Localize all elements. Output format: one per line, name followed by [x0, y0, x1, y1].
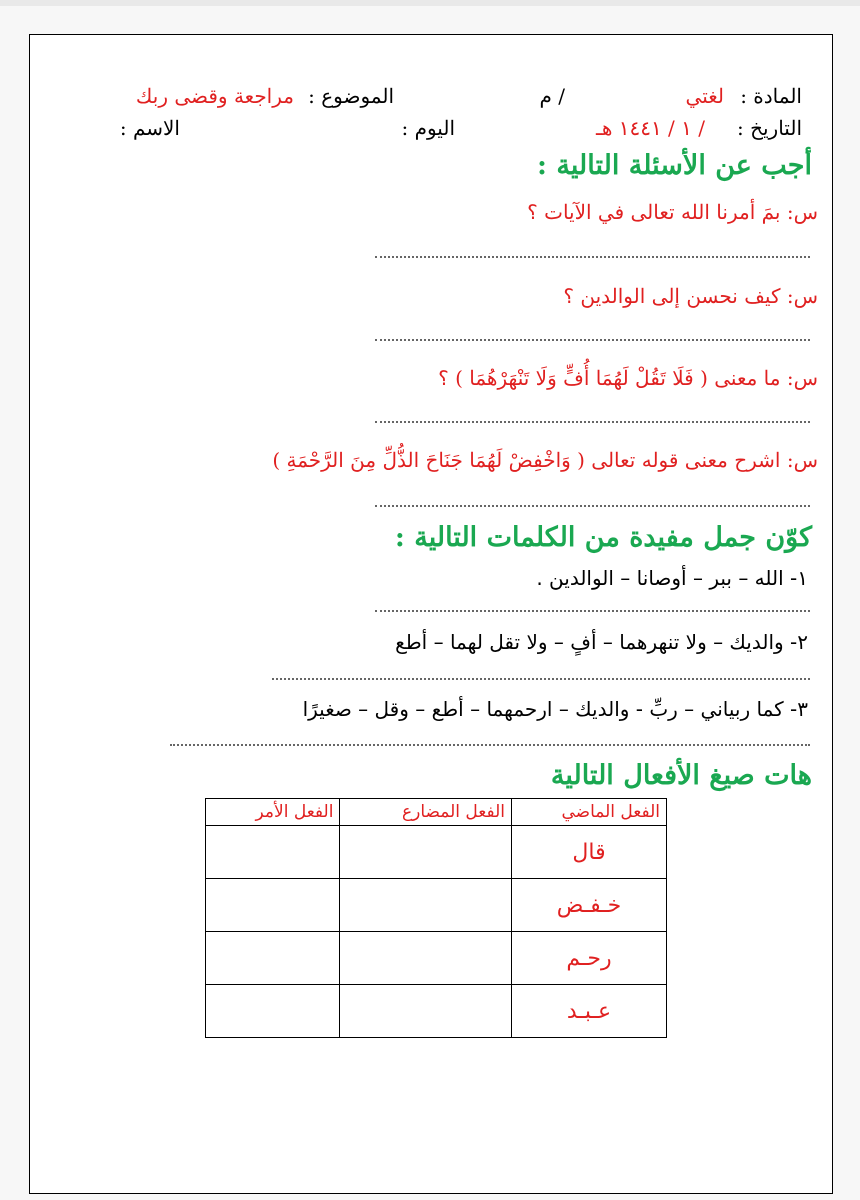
section2-title: كوّن جمل مفيدة من الكلمات التالية : — [394, 522, 812, 553]
answer-line-4[interactable] — [375, 505, 810, 507]
table-header-row — [206, 799, 667, 826]
section3-title: هات صيغ الأفعال التالية — [550, 760, 812, 791]
subject-label: المادة : — [740, 84, 802, 108]
answer-cell[interactable] — [340, 879, 512, 932]
answer-line-7[interactable] — [170, 744, 810, 746]
answer-line-3[interactable] — [375, 421, 810, 423]
verb-forms-table — [205, 798, 667, 1038]
class-label: / م — [539, 84, 565, 108]
answer-cell[interactable] — [206, 985, 340, 1038]
date-label: التاريخ : — [736, 116, 802, 140]
answer-line-2[interactable] — [375, 339, 810, 341]
answer-cell[interactable] — [206, 826, 340, 879]
answer-line-5[interactable] — [375, 610, 810, 612]
question-2: س: كيف نحسن إلى الوالدين ؟ — [563, 284, 818, 308]
date-value: / ١ / ١٤٤١ هـ — [595, 116, 705, 140]
table-row — [206, 985, 667, 1038]
section1-title: أجب عن الأسئلة التالية : — [537, 150, 812, 181]
sentence-item-3: ٣- كما ربياني – ربِّ - والديك – ارحمهما – أطع – وقل – صغيرًا — [302, 697, 808, 721]
topic-value: مراجعة وقضى ربك — [135, 84, 294, 108]
table-row — [206, 879, 667, 932]
verb-cell: رحـم — [512, 932, 667, 985]
question-4: س: اشرح معنى قوله تعالى ( وَاخْفِضْ لَهُمَا جَنَاحَ الذُّلِّ مِنَ الرَّحْمَةِ ) — [272, 448, 818, 472]
sentence-item-2: ٢- والديك – ولا تنهرهما – أفٍ – ولا تقل لهما – أطع — [395, 630, 808, 654]
table-row — [206, 932, 667, 985]
verb-cell: عـبـد — [512, 985, 667, 1038]
sentence-item-1: ١- الله – ببر – أوصانا – الوالدين . — [536, 566, 808, 590]
answer-cell[interactable] — [206, 879, 340, 932]
answer-cell[interactable] — [340, 932, 512, 985]
answer-cell[interactable] — [206, 932, 340, 985]
column-imperative: الفعل الأمر — [206, 799, 340, 826]
subject-value: لغتي — [685, 84, 724, 108]
question-1: س: بمَ أمرنا الله تعالى في الآيات ؟ — [527, 200, 818, 224]
answer-line-1[interactable] — [375, 256, 810, 258]
question-3: س: ما معنى ( فَلَا تَقُلْ لَهُمَا أُفٍّ وَلَا تَنْهَرْهُمَا ) ؟ — [438, 366, 818, 390]
column-present: الفعل المضارع — [340, 799, 512, 826]
day-label: اليوم : — [401, 116, 455, 140]
answer-cell[interactable] — [340, 826, 512, 879]
column-past: الفعل الماضي — [512, 799, 667, 826]
topic-label: الموضوع : — [308, 84, 394, 108]
verb-cell: قال — [512, 826, 667, 879]
name-label: الاسم : — [119, 116, 180, 140]
verb-cell: خـفـض — [512, 879, 667, 932]
top-edge — [0, 0, 860, 6]
table-row — [206, 826, 667, 879]
answer-cell[interactable] — [340, 985, 512, 1038]
answer-line-6[interactable] — [272, 678, 810, 680]
